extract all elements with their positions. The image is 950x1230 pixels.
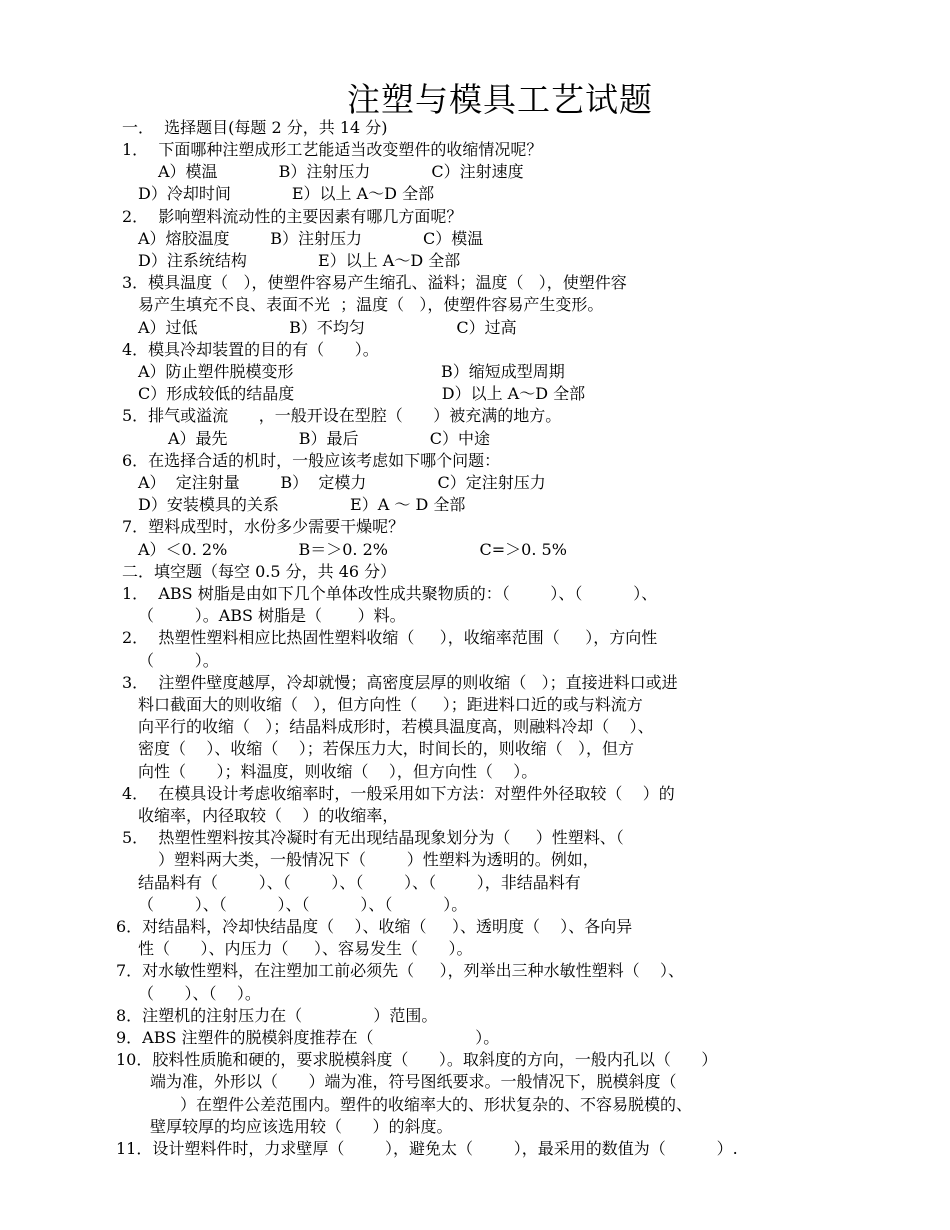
question-2-options-b: D）注系统结构 E）以上 A～D 全部 xyxy=(138,251,461,270)
fill-2: 2． 热塑性塑料相应比热固性塑料收缩（ ），收缩率范围（ ），方向性 xyxy=(122,628,658,647)
fill-6: 6．对结晶料，冷却快结晶度（ ）、收缩（ ）、透明度（ ）、各向异 xyxy=(116,917,633,936)
fill-4-cont: 收缩率，内径取较（ ）的收缩率， xyxy=(138,806,399,825)
fill-2-cont: （ ）。 xyxy=(138,651,219,670)
fill-10: 10．胶料性质脆和硬的，要求脱模斜度（ ）。取斜度的方向，一般内孔以（ ） xyxy=(116,1050,718,1069)
question-4: 4．模具冷却装置的目的有（ ）。 xyxy=(122,340,379,359)
fill-3-cont-3: 密度（ ）、收缩（ ）；若保压力大，时间长的，则收缩（ ），但方 xyxy=(138,739,634,758)
document-title: 注塑与模具工艺试题 xyxy=(347,80,653,119)
fill-10-cont-3: 壁厚较厚的均应该选用较（ ）的斜度。 xyxy=(150,1117,453,1136)
question-7-options: A）＜0. 2% B＝＞0. 2% C=＞0. 5% xyxy=(138,540,567,559)
section-two-heading: 二．填空题（每空 0.5 分，共 46 分） xyxy=(122,562,397,581)
question-3-options: A）过低 B）不均匀 C）过高 xyxy=(138,318,517,337)
fill-8: 8．注塑机的注射压力在（ ）范围。 xyxy=(116,1006,438,1025)
question-5: 5．排气或溢流 ，一般开设在型腔（ ）被充满的地方。 xyxy=(122,406,562,425)
fill-10-cont-1: 端为准，外形以（ ）端为准，符号图纸要求。一般情况下，脱模斜度（ xyxy=(150,1072,677,1091)
fill-11: 11．设计塑料件时，力求壁厚（ ），避免太（ ），最采用的数值为（ ）. xyxy=(116,1139,738,1158)
question-6: 6．在选择合适的机时，一般应该考虑如下哪个问题： xyxy=(122,451,501,470)
question-6-options-a: A） 定注射量 B） 定模力 C）定注射压力 xyxy=(138,473,546,492)
fill-5-cont-1: ）塑料两大类，一般情况下（ ）性塑料为透明的。例如， xyxy=(158,850,599,869)
fill-3-cont-4: 向性（ ）；料温度，则收缩（ ），但方向性（ ）。 xyxy=(138,762,538,781)
fill-4: 4． 在模具设计考虑收缩率时，一般采用如下方法：对塑件外径取较（ ）的 xyxy=(122,784,675,803)
fill-5-cont-3: （ ）、（ ）、（ ）、（ ）。 xyxy=(138,895,468,914)
fill-3: 3． 注塑件壁度越厚，冷却就慢；高密度层厚的则收缩（ ）；直接进料口或进 xyxy=(122,673,678,692)
question-7: 7．塑料成型时，水份多少需要干燥呢？ xyxy=(122,517,405,536)
fill-5-cont-2: 结晶料有（ ）、（ ）、（ ）、（ ），非结晶料有 xyxy=(138,873,581,892)
question-1-options-a: A）模温 B）注射压力 C）注射速度 xyxy=(158,162,524,181)
fill-9: 9．ABS 注塑件的脱模斜度推荐在（ ）。 xyxy=(116,1028,500,1047)
fill-7: 7．对水敏性塑料，在注塑加工前必须先（ ），列举出三种水敏性塑料（ ）、 xyxy=(116,961,684,980)
question-4-options-a: A）防止塑件脱模变形 B）缩短成型周期 xyxy=(138,362,565,381)
question-1-options-b: D）冷却时间 E）以上 A～D 全部 xyxy=(138,184,435,203)
fill-3-cont-2: 向平行的收缩（ ）；结晶料成形时，若模具温度高，则融料冷却（ ）、 xyxy=(138,717,654,736)
question-3-cont: 易产生填充不良、表面不光 ；温度（ ），使塑件容易产生变形。 xyxy=(138,295,604,314)
fill-7-cont: （ ）、（ ）。 xyxy=(138,984,261,1003)
fill-1: 1． ABS 树脂是由如下几个单体改性成共聚物质的：（ ）、（ ）、 xyxy=(122,584,658,603)
question-3: 3．模具温度（ ），使塑件容易产生缩孔、溢料；温度（ ），使塑件容 xyxy=(122,273,627,292)
fill-6-cont: 性（ ）、内压力（ ）、容易发生（ ）。 xyxy=(138,939,473,958)
question-6-options-b: D）安装模具的关系 E）A ～ D 全部 xyxy=(138,495,466,514)
question-4-options-b: C）形成较低的结晶度 D）以上 A～D 全部 xyxy=(138,384,586,403)
fill-3-cont-1: 料口截面大的则收缩（ ），但方向性（ ）；距进料口近的或与料流方 xyxy=(138,695,643,714)
fill-1-cont: （ ）。ABS 树脂是（ ）料。 xyxy=(138,606,406,625)
section-one-heading: 一． 选择题目(每题 2 分，共 14 分) xyxy=(122,118,388,137)
question-2-options-a: A）熔胶温度 B）注射压力 C）模温 xyxy=(138,229,484,248)
fill-10-cont-2: ）在塑件公差范围内。塑件的收缩率大的、形状复杂的、不容易脱模的、 xyxy=(180,1095,693,1114)
question-2: 2． 影响塑料流动性的主要因素有哪几方面呢？ xyxy=(122,207,463,226)
fill-5: 5． 热塑性塑料按其冷凝时有无出现结晶现象划分为（ ）性塑料、（ xyxy=(122,828,624,847)
question-1: 1． 下面哪种注塑成形工艺能适当改变塑件的收缩情况呢？ xyxy=(122,140,543,159)
question-5-options: A）最先 B）最后 C）中途 xyxy=(168,429,490,448)
